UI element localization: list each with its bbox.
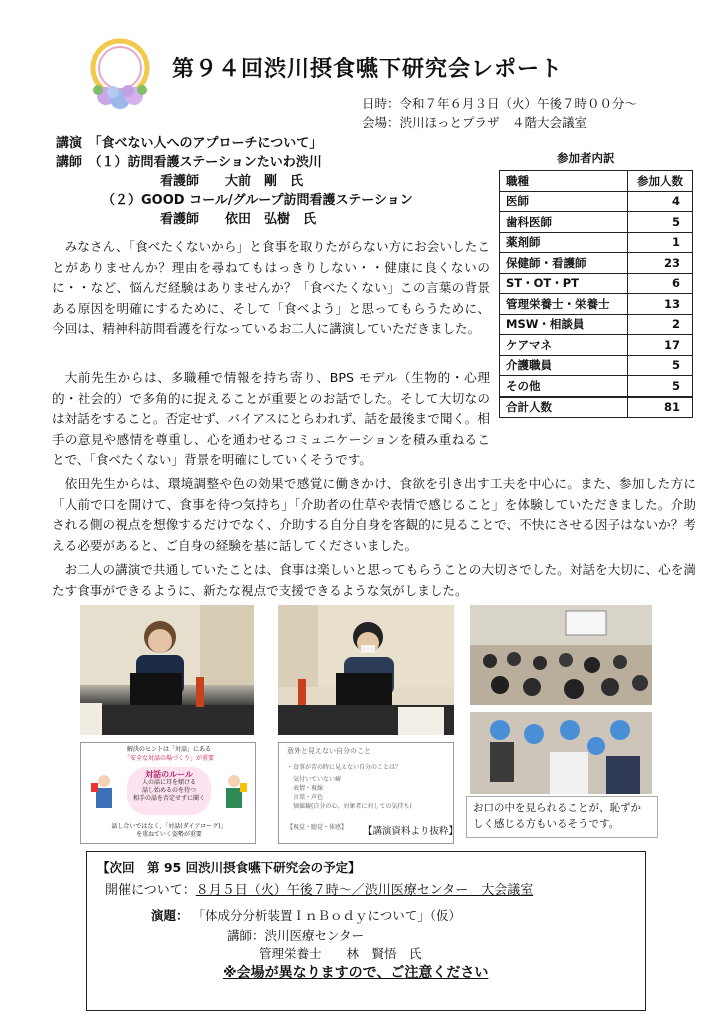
row-count: 13	[628, 294, 693, 315]
speaker1-photo-drawing	[80, 605, 254, 735]
audience-photo-drawing	[470, 605, 652, 705]
col-count-header: 参加人数	[628, 171, 693, 192]
speaker2-photo	[278, 605, 454, 735]
row-count: 2	[628, 314, 693, 335]
speaker2-role: 看護師 依田 弘樹 氏	[160, 212, 317, 227]
col-type-header: 職種	[500, 171, 628, 192]
speaker1-photo	[80, 605, 254, 735]
slide2-item-1: 気付いていない癖	[293, 776, 342, 783]
row-type: 薬剤師	[500, 232, 628, 253]
lecture-topic: 「食べない人へのアプローチについて」	[95, 136, 323, 151]
body-paragraph-1: みなさん、「食べたくないから」と食事を取りたがらない方にお会いしたことがありませんか？理由を尋ねてもはっきりしない・・健康に良くないのに・・など、悩んだ経験はありませんか？「食べたくない」この言葉の背景ある原因を明確にするために、そして「食べよう」と思ってもらうために、今回は、精神科訪問看護を行なっているお二人に講演していただきました。	[52, 239, 490, 336]
row-type: その他	[500, 376, 628, 397]
next-notice: ※会場が異なりますので、ご注意ください	[223, 965, 489, 981]
audience-photo	[470, 605, 652, 705]
next-heading: 【次回 第 95 回渋川摂食嚥下研究会の予定】	[97, 860, 361, 875]
person-left-icon	[91, 773, 117, 813]
slide2-item-2: 表情・視線	[293, 785, 324, 792]
next-speaker-line2: 管理栄養士 林 賢悟 氏	[259, 946, 422, 961]
table-row	[500, 273, 693, 294]
slide1-heading1: 解決のヒントは「対話」にある	[126, 746, 211, 753]
table-row	[500, 314, 693, 335]
slide-source-note: 【講演資料より抜粋】	[363, 826, 459, 837]
row-type: MSW・相談員	[500, 314, 628, 335]
total-count: 81	[628, 397, 693, 418]
photo-caption: お口の中を見られることが、恥ずかしく感じる方もいるそうです。	[466, 796, 658, 838]
table-total-row	[500, 397, 693, 418]
speaker2-photo-drawing	[278, 605, 454, 735]
slide1-rule-2: 話し始めるのを待つ	[141, 787, 196, 794]
row-count: 4	[628, 191, 693, 212]
next-schedule-label: 開催について：	[105, 883, 196, 898]
total-label: 合計人数	[500, 397, 628, 418]
row-count: 5	[628, 376, 693, 397]
row-count: 6	[628, 273, 693, 294]
slide1-rule-bubble	[127, 767, 211, 815]
practice-photo-drawing	[470, 712, 652, 794]
lecture-info	[56, 134, 413, 229]
table-row	[500, 212, 693, 233]
participants-caption: 参加者内訳	[557, 151, 615, 165]
row-type: 保健師・看護師	[500, 253, 628, 274]
event-datetime: 日時：令和７年６月３日（火）午後７時００分～	[362, 96, 638, 111]
next-speaker-line1: 講師：渋川医療センター	[227, 928, 365, 943]
body-paragraph-3: 依田先生からは、環境調整や色の効果で感覚に働きかけ、食欲を引き出す工夫を中心に。また、参加した方に「人前で口を開けて、食事を待つ気持ち」「介助者の仕草や表情で感じること」を体験していただきました。介助される側の視点を想像するだけでなく、介助する自分自身を客観的に見ることで、不快にさせる因子はないか？考える必要があると、ご自身の経験を基に話してくださいました。	[52, 476, 696, 553]
slide1-heading2: 「安全な対話の場づくり」が重要	[123, 755, 214, 762]
table-row	[500, 294, 693, 315]
speaker1-role: 看護師 大前 剛 氏	[160, 174, 304, 189]
next-schedule	[105, 879, 533, 898]
slide-dialogue-rules	[80, 742, 256, 844]
slide-self-awareness	[278, 742, 459, 844]
table-row	[500, 376, 693, 397]
wreath-logo-icon	[82, 34, 158, 110]
table-header-row	[500, 171, 693, 192]
slide2-question: ・食事が苦の時に見えない自分のことは？	[287, 764, 402, 771]
speaker2-org: （２）GOOD コール/グループ訪問看護ステーション	[102, 193, 413, 208]
table-row	[500, 335, 693, 356]
next-topic-value: 「体成分分析装置ＩｎＢｏｄｙについて」（仮）	[192, 908, 462, 923]
row-type: 医師	[500, 191, 628, 212]
row-count: 23	[628, 253, 693, 274]
event-venue: 会場：渋川ほっとプラザ ４階大会議室	[362, 115, 588, 130]
slide1-rule-1: 人の話に耳を傾ける	[141, 779, 196, 786]
practice-photo	[470, 712, 652, 794]
participants-table	[499, 170, 693, 418]
page-title: 第９４回渋川摂食嚥下研究会レポート	[172, 57, 564, 82]
row-count: 5	[628, 355, 693, 376]
row-count: 17	[628, 335, 693, 356]
next-topic	[151, 906, 461, 924]
person-right-icon	[221, 773, 247, 813]
body-paragraph-4: お二人の講演で共通していたことは、食事は楽しいと思ってもらうことの大切さでした。対話を大切に、心を満たす食事ができるように、新たな視点で支援できるような気がしました。	[52, 562, 696, 598]
table-row	[500, 355, 693, 376]
row-count: 5	[628, 212, 693, 233]
table-row	[500, 191, 693, 212]
next-meeting-box	[86, 851, 646, 1011]
slide2-item-4: 価値観(自分の心、対象者に対しての気持ち)	[293, 803, 412, 810]
slide1-footer: 話し合いではなく、「対話(ダイアローグ)」を重ねていく姿勢が重要	[111, 823, 227, 838]
row-type: 管理栄養士・栄養士	[500, 294, 628, 315]
row-type: ST・OT・PT	[500, 273, 628, 294]
row-type: ケアマネ	[500, 335, 628, 356]
row-type: 歯科医師	[500, 212, 628, 233]
slide2-footer: 【視覚・聴覚・体感】	[287, 824, 348, 831]
next-schedule-value: ８月５日（火）午後７時～／渋川医療センター 大会議室	[195, 883, 534, 898]
slide2-item-3: 言葉・声色	[293, 794, 324, 801]
speaker1-org: （１）訪問看護ステーションたいわ渋川	[95, 155, 322, 170]
slide1-rule-3: 相手の話を否定せずに聞く	[132, 795, 205, 802]
topic-label: 講演	[56, 136, 83, 151]
table-row	[500, 232, 693, 253]
speaker-label: 講師	[56, 155, 83, 170]
table-row	[500, 253, 693, 274]
row-type: 介護職員	[500, 355, 628, 376]
next-topic-label: 演題：	[151, 908, 189, 923]
slide1-rule-title: 対話のルール	[145, 770, 193, 779]
body-paragraph-2: 大前先生からは、多職種で情報を持ち寄り、BPS モデル（生物的・心理的・社会的）で多角的に捉えることが重要とのお話でした。そして大切なのは対話をすること。否定せず、バイアスにとらわれず、話を最後まで聞く。相手の意見や感情を尊重し、心を通わせるコミュニケーションを積み重ねることで、「食べたくない」背景を明確にしていくそうです。	[52, 370, 490, 467]
slide2-heading: 意外と見えない自分のこと	[287, 747, 371, 755]
row-count: 1	[628, 232, 693, 253]
